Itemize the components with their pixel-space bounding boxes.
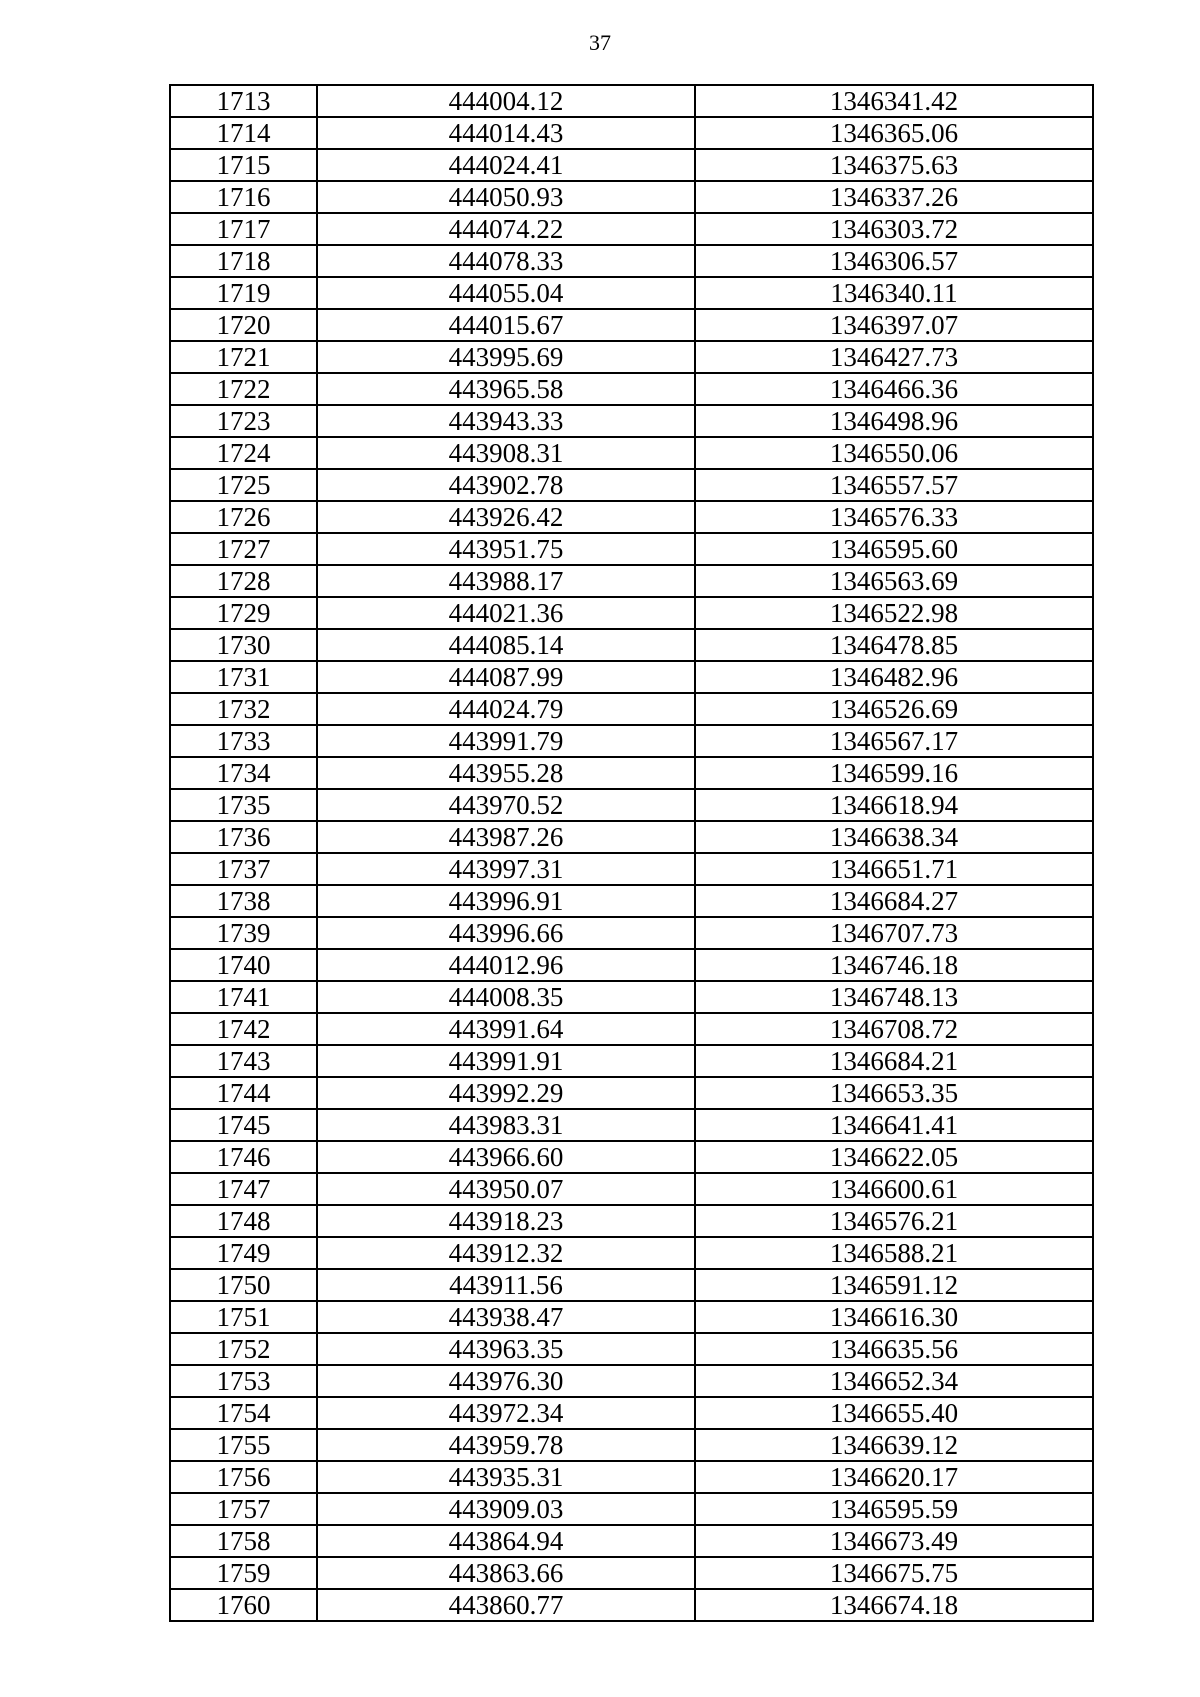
x-coordinate-cell: 443991.91 [317, 1045, 695, 1077]
y-coordinate-cell: 1346616.30 [695, 1301, 1093, 1333]
y-coordinate-cell: 1346600.61 [695, 1173, 1093, 1205]
table-row [170, 949, 1093, 981]
table-row [170, 213, 1093, 245]
y-coordinate-cell: 1346550.06 [695, 437, 1093, 469]
x-coordinate-cell: 443991.79 [317, 725, 695, 757]
table-row [170, 853, 1093, 885]
table-row [170, 533, 1093, 565]
x-coordinate-cell: 443987.26 [317, 821, 695, 853]
y-coordinate-cell: 1346655.40 [695, 1397, 1093, 1429]
x-coordinate-cell: 444021.36 [317, 597, 695, 629]
point-number-cell: 1743 [170, 1045, 317, 1077]
x-coordinate-cell: 443996.91 [317, 885, 695, 917]
y-coordinate-cell: 1346340.11 [695, 277, 1093, 309]
x-coordinate-cell: 444015.67 [317, 309, 695, 341]
x-coordinate-cell: 443959.78 [317, 1429, 695, 1461]
point-number-cell: 1739 [170, 917, 317, 949]
x-coordinate-cell: 443995.69 [317, 341, 695, 373]
point-number-cell: 1740 [170, 949, 317, 981]
point-number-cell: 1748 [170, 1205, 317, 1237]
x-coordinate-cell: 443996.66 [317, 917, 695, 949]
y-coordinate-cell: 1346576.33 [695, 501, 1093, 533]
y-coordinate-cell: 1346651.71 [695, 853, 1093, 885]
point-number-cell: 1729 [170, 597, 317, 629]
y-coordinate-cell: 1346306.57 [695, 245, 1093, 277]
x-coordinate-cell: 443908.31 [317, 437, 695, 469]
point-number-cell: 1756 [170, 1461, 317, 1493]
point-number-cell: 1724 [170, 437, 317, 469]
table-row [170, 629, 1093, 661]
point-number-cell: 1747 [170, 1173, 317, 1205]
y-coordinate-cell: 1346675.75 [695, 1557, 1093, 1589]
y-coordinate-cell: 1346498.96 [695, 405, 1093, 437]
table-row [170, 405, 1093, 437]
x-coordinate-cell: 443911.56 [317, 1269, 695, 1301]
point-number-cell: 1744 [170, 1077, 317, 1109]
point-number-cell: 1727 [170, 533, 317, 565]
table-row [170, 1205, 1093, 1237]
table-row [170, 1365, 1093, 1397]
x-coordinate-cell: 444004.12 [317, 85, 695, 117]
x-coordinate-cell: 443997.31 [317, 853, 695, 885]
y-coordinate-cell: 1346375.63 [695, 149, 1093, 181]
table-row [170, 1493, 1093, 1525]
table-row [170, 373, 1093, 405]
table-row [170, 341, 1093, 373]
y-coordinate-cell: 1346674.18 [695, 1589, 1093, 1621]
x-coordinate-cell: 443863.66 [317, 1557, 695, 1589]
point-number-cell: 1733 [170, 725, 317, 757]
x-coordinate-cell: 444050.93 [317, 181, 695, 213]
table-row [170, 149, 1093, 181]
point-number-cell: 1758 [170, 1525, 317, 1557]
table-row [170, 597, 1093, 629]
x-coordinate-cell: 444012.96 [317, 949, 695, 981]
coordinates-table [169, 84, 1094, 1622]
x-coordinate-cell: 444024.79 [317, 693, 695, 725]
y-coordinate-cell: 1346341.42 [695, 85, 1093, 117]
x-coordinate-cell: 443918.23 [317, 1205, 695, 1237]
y-coordinate-cell: 1346478.85 [695, 629, 1093, 661]
point-number-cell: 1736 [170, 821, 317, 853]
y-coordinate-cell: 1346684.27 [695, 885, 1093, 917]
point-number-cell: 1738 [170, 885, 317, 917]
point-number-cell: 1737 [170, 853, 317, 885]
point-number-cell: 1752 [170, 1333, 317, 1365]
y-coordinate-cell: 1346482.96 [695, 661, 1093, 693]
y-coordinate-cell: 1346599.16 [695, 757, 1093, 789]
point-number-cell: 1714 [170, 117, 317, 149]
y-coordinate-cell: 1346638.34 [695, 821, 1093, 853]
y-coordinate-cell: 1346567.17 [695, 725, 1093, 757]
y-coordinate-cell: 1346397.07 [695, 309, 1093, 341]
point-number-cell: 1742 [170, 1013, 317, 1045]
x-coordinate-cell: 443938.47 [317, 1301, 695, 1333]
y-coordinate-cell: 1346684.21 [695, 1045, 1093, 1077]
x-coordinate-cell: 444055.04 [317, 277, 695, 309]
table-row [170, 1141, 1093, 1173]
point-number-cell: 1759 [170, 1557, 317, 1589]
table-row [170, 693, 1093, 725]
point-number-cell: 1757 [170, 1493, 317, 1525]
table-row [170, 277, 1093, 309]
x-coordinate-cell: 443951.75 [317, 533, 695, 565]
table-row [170, 565, 1093, 597]
y-coordinate-cell: 1346466.36 [695, 373, 1093, 405]
x-coordinate-cell: 443991.64 [317, 1013, 695, 1045]
table-row [170, 981, 1093, 1013]
table-row [170, 1525, 1093, 1557]
y-coordinate-cell: 1346652.34 [695, 1365, 1093, 1397]
point-number-cell: 1722 [170, 373, 317, 405]
y-coordinate-cell: 1346591.12 [695, 1269, 1093, 1301]
x-coordinate-cell: 443983.31 [317, 1109, 695, 1141]
y-coordinate-cell: 1346563.69 [695, 565, 1093, 597]
x-coordinate-cell: 444078.33 [317, 245, 695, 277]
table-row [170, 1045, 1093, 1077]
table-row [170, 821, 1093, 853]
table-row [170, 245, 1093, 277]
point-number-cell: 1755 [170, 1429, 317, 1461]
x-coordinate-cell: 444008.35 [317, 981, 695, 1013]
point-number-cell: 1720 [170, 309, 317, 341]
table-row [170, 1301, 1093, 1333]
point-number-cell: 1753 [170, 1365, 317, 1397]
x-coordinate-cell: 443966.60 [317, 1141, 695, 1173]
table-row [170, 661, 1093, 693]
y-coordinate-cell: 1346635.56 [695, 1333, 1093, 1365]
point-number-cell: 1750 [170, 1269, 317, 1301]
point-number-cell: 1754 [170, 1397, 317, 1429]
x-coordinate-cell: 443972.34 [317, 1397, 695, 1429]
table-row [170, 1237, 1093, 1269]
table-row [170, 1557, 1093, 1589]
table-row [170, 885, 1093, 917]
table-row [170, 1333, 1093, 1365]
point-number-cell: 1741 [170, 981, 317, 1013]
table-row [170, 437, 1093, 469]
x-coordinate-cell: 444087.99 [317, 661, 695, 693]
point-number-cell: 1716 [170, 181, 317, 213]
x-coordinate-cell: 443909.03 [317, 1493, 695, 1525]
table-row [170, 757, 1093, 789]
table-row [170, 181, 1093, 213]
x-coordinate-cell: 443988.17 [317, 565, 695, 597]
point-number-cell: 1745 [170, 1109, 317, 1141]
point-number-cell: 1713 [170, 85, 317, 117]
table-row [170, 1461, 1093, 1493]
x-coordinate-cell: 443955.28 [317, 757, 695, 789]
y-coordinate-cell: 1346707.73 [695, 917, 1093, 949]
table-row [170, 725, 1093, 757]
point-number-cell: 1719 [170, 277, 317, 309]
table-row [170, 1173, 1093, 1205]
table-row [170, 1013, 1093, 1045]
x-coordinate-cell: 443860.77 [317, 1589, 695, 1621]
table-row [170, 917, 1093, 949]
point-number-cell: 1751 [170, 1301, 317, 1333]
table-row [170, 469, 1093, 501]
x-coordinate-cell: 444024.41 [317, 149, 695, 181]
y-coordinate-cell: 1346618.94 [695, 789, 1093, 821]
point-number-cell: 1725 [170, 469, 317, 501]
point-number-cell: 1735 [170, 789, 317, 821]
page-number: 37 [589, 30, 611, 55]
y-coordinate-cell: 1346639.12 [695, 1429, 1093, 1461]
point-number-cell: 1717 [170, 213, 317, 245]
y-coordinate-cell: 1346641.41 [695, 1109, 1093, 1141]
point-number-cell: 1746 [170, 1141, 317, 1173]
point-number-cell: 1749 [170, 1237, 317, 1269]
x-coordinate-cell: 443943.33 [317, 405, 695, 437]
y-coordinate-cell: 1346303.72 [695, 213, 1093, 245]
table-row [170, 85, 1093, 117]
x-coordinate-cell: 443992.29 [317, 1077, 695, 1109]
x-coordinate-cell: 443902.78 [317, 469, 695, 501]
point-number-cell: 1726 [170, 501, 317, 533]
x-coordinate-cell: 443935.31 [317, 1461, 695, 1493]
x-coordinate-cell: 444074.22 [317, 213, 695, 245]
x-coordinate-cell: 444085.14 [317, 629, 695, 661]
x-coordinate-cell: 443963.35 [317, 1333, 695, 1365]
y-coordinate-cell: 1346365.06 [695, 117, 1093, 149]
x-coordinate-cell: 443864.94 [317, 1525, 695, 1557]
y-coordinate-cell: 1346557.57 [695, 469, 1093, 501]
y-coordinate-cell: 1346595.60 [695, 533, 1093, 565]
y-coordinate-cell: 1346748.13 [695, 981, 1093, 1013]
y-coordinate-cell: 1346622.05 [695, 1141, 1093, 1173]
y-coordinate-cell: 1346595.59 [695, 1493, 1093, 1525]
point-number-cell: 1718 [170, 245, 317, 277]
x-coordinate-cell: 443970.52 [317, 789, 695, 821]
table-body [170, 85, 1093, 1621]
y-coordinate-cell: 1346653.35 [695, 1077, 1093, 1109]
point-number-cell: 1721 [170, 341, 317, 373]
y-coordinate-cell: 1346620.17 [695, 1461, 1093, 1493]
point-number-cell: 1730 [170, 629, 317, 661]
table-row [170, 1077, 1093, 1109]
point-number-cell: 1723 [170, 405, 317, 437]
point-number-cell: 1760 [170, 1589, 317, 1621]
x-coordinate-cell: 443950.07 [317, 1173, 695, 1205]
point-number-cell: 1715 [170, 149, 317, 181]
point-number-cell: 1732 [170, 693, 317, 725]
x-coordinate-cell: 443976.30 [317, 1365, 695, 1397]
y-coordinate-cell: 1346576.21 [695, 1205, 1093, 1237]
point-number-cell: 1731 [170, 661, 317, 693]
x-coordinate-cell: 443965.58 [317, 373, 695, 405]
y-coordinate-cell: 1346746.18 [695, 949, 1093, 981]
point-number-cell: 1734 [170, 757, 317, 789]
table-row [170, 501, 1093, 533]
table-row [170, 309, 1093, 341]
y-coordinate-cell: 1346673.49 [695, 1525, 1093, 1557]
table-row [170, 1269, 1093, 1301]
x-coordinate-cell: 443912.32 [317, 1237, 695, 1269]
table-row [170, 1589, 1093, 1621]
y-coordinate-cell: 1346588.21 [695, 1237, 1093, 1269]
table-row [170, 789, 1093, 821]
table-row [170, 1397, 1093, 1429]
table-row [170, 1429, 1093, 1461]
y-coordinate-cell: 1346526.69 [695, 693, 1093, 725]
table-row [170, 1109, 1093, 1141]
table-row [170, 117, 1093, 149]
y-coordinate-cell: 1346522.98 [695, 597, 1093, 629]
y-coordinate-cell: 1346337.26 [695, 181, 1093, 213]
x-coordinate-cell: 443926.42 [317, 501, 695, 533]
point-number-cell: 1728 [170, 565, 317, 597]
y-coordinate-cell: 1346708.72 [695, 1013, 1093, 1045]
y-coordinate-cell: 1346427.73 [695, 341, 1093, 373]
x-coordinate-cell: 444014.43 [317, 117, 695, 149]
